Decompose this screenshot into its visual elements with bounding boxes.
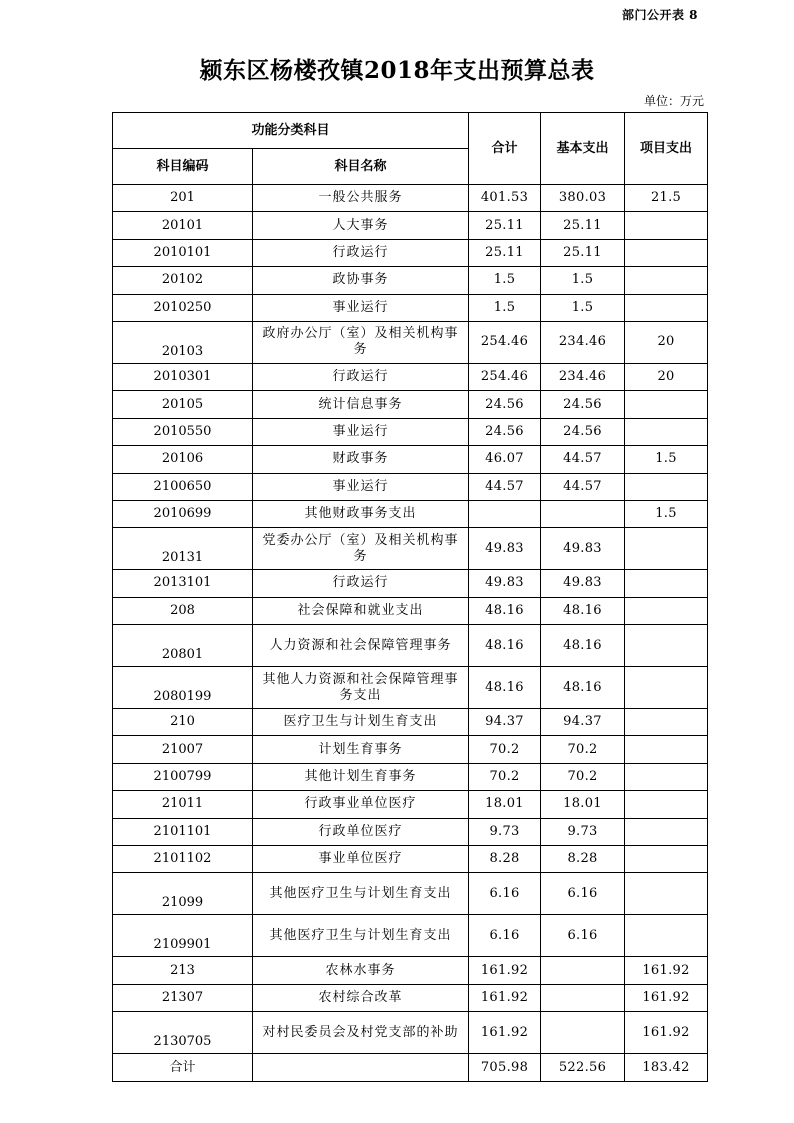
name-cell: 人力资源和社会保障管理事务 — [253, 625, 469, 667]
table-row — [113, 267, 708, 294]
project-cell: 161.92 — [625, 984, 708, 1011]
table-row — [113, 570, 708, 597]
total-cell: 705.98 — [469, 1054, 541, 1082]
name-cell: 行政运行 — [253, 363, 469, 390]
header-code: 科目编码 — [113, 149, 253, 185]
basic-cell: 48.16 — [541, 597, 625, 624]
name-cell: 农林水事务 — [253, 957, 469, 984]
project-cell — [625, 294, 708, 321]
basic-cell — [541, 500, 625, 527]
basic-cell: 6.16 — [541, 915, 625, 957]
project-cell: 20 — [625, 363, 708, 390]
table-row — [113, 239, 708, 266]
name-cell — [253, 1054, 469, 1082]
project-cell — [625, 267, 708, 294]
basic-cell: 380.03 — [541, 185, 625, 212]
code-cell: 2101101 — [113, 818, 253, 845]
total-cell: 44.57 — [469, 473, 541, 500]
code-cell: 2080199 — [113, 667, 253, 709]
name-cell: 行政单位医疗 — [253, 818, 469, 845]
total-cell: 6.16 — [469, 915, 541, 957]
code-cell: 2010550 — [113, 418, 253, 445]
basic-cell: 70.2 — [541, 736, 625, 763]
name-cell: 党委办公厅（室）及相关机构事务 — [253, 528, 469, 570]
total-cell: 94.37 — [469, 709, 541, 736]
code-cell: 2010699 — [113, 500, 253, 527]
basic-cell: 234.46 — [541, 363, 625, 390]
code-cell: 2010101 — [113, 239, 253, 266]
code-cell: 20131 — [113, 528, 253, 570]
basic-cell: 70.2 — [541, 763, 625, 790]
project-cell — [625, 915, 708, 957]
project-cell: 183.42 — [625, 1054, 708, 1082]
table-row — [113, 873, 708, 915]
table-row — [113, 528, 708, 570]
project-cell — [625, 736, 708, 763]
page-title: 颍东区杨楼孜镇2018年支出预算总表 — [199, 57, 595, 84]
table-row — [113, 791, 708, 818]
name-cell: 政协事务 — [253, 267, 469, 294]
name-cell: 财政事务 — [253, 446, 469, 473]
total-cell: 161.92 — [469, 1012, 541, 1054]
total-cell: 254.46 — [469, 363, 541, 390]
table-row — [113, 363, 708, 390]
name-cell: 人大事务 — [253, 212, 469, 239]
total-cell: 48.16 — [469, 625, 541, 667]
table-row — [113, 391, 708, 418]
name-cell: 其他计划生育事务 — [253, 763, 469, 790]
total-cell: 401.53 — [469, 185, 541, 212]
header-total: 合计 — [469, 113, 541, 185]
code-cell: 20105 — [113, 391, 253, 418]
header-basic: 基本支出 — [541, 113, 625, 185]
code-cell: 210 — [113, 709, 253, 736]
project-cell — [625, 846, 708, 873]
code-cell: 2010250 — [113, 294, 253, 321]
table-row — [113, 597, 708, 624]
code-cell: 2101102 — [113, 846, 253, 873]
basic-cell: 44.57 — [541, 446, 625, 473]
total-cell: 48.16 — [469, 597, 541, 624]
code-cell: 20102 — [113, 267, 253, 294]
basic-cell: 9.73 — [541, 818, 625, 845]
table-row — [113, 212, 708, 239]
code-cell: 2109901 — [113, 915, 253, 957]
basic-cell: 94.37 — [541, 709, 625, 736]
project-cell: 161.92 — [625, 1012, 708, 1054]
code-cell: 208 — [113, 597, 253, 624]
total-cell: 254.46 — [469, 321, 541, 363]
basic-cell: 1.5 — [541, 267, 625, 294]
total-cell: 49.83 — [469, 528, 541, 570]
table-row — [113, 185, 708, 212]
basic-cell: 49.83 — [541, 528, 625, 570]
table-row — [113, 915, 708, 957]
code-cell: 21099 — [113, 873, 253, 915]
code-cell: 20106 — [113, 446, 253, 473]
basic-cell: 6.16 — [541, 873, 625, 915]
basic-cell: 24.56 — [541, 391, 625, 418]
total-cell: 49.83 — [469, 570, 541, 597]
code-cell: 2013101 — [113, 570, 253, 597]
table-body — [113, 185, 708, 1082]
total-cell: 1.5 — [469, 294, 541, 321]
project-cell — [625, 818, 708, 845]
name-cell: 社会保障和就业支出 — [253, 597, 469, 624]
name-cell: 行政运行 — [253, 570, 469, 597]
project-cell — [625, 667, 708, 709]
basic-cell: 8.28 — [541, 846, 625, 873]
code-cell: 21307 — [113, 984, 253, 1011]
project-cell — [625, 597, 708, 624]
code-cell: 201 — [113, 185, 253, 212]
table-row — [113, 818, 708, 845]
table-row — [113, 846, 708, 873]
code-cell: 2100650 — [113, 473, 253, 500]
table-row — [113, 667, 708, 709]
project-cell — [625, 212, 708, 239]
total-cell: 48.16 — [469, 667, 541, 709]
table-row — [113, 957, 708, 984]
code-cell: 20801 — [113, 625, 253, 667]
total-cell: 8.28 — [469, 846, 541, 873]
total-cell: 18.01 — [469, 791, 541, 818]
code-cell: 213 — [113, 957, 253, 984]
total-cell: 70.2 — [469, 763, 541, 790]
unit-label: 单位：万元 — [643, 94, 704, 108]
total-cell: 70.2 — [469, 736, 541, 763]
basic-cell: 25.11 — [541, 212, 625, 239]
project-cell: 21.5 — [625, 185, 708, 212]
name-cell: 统计信息事务 — [253, 391, 469, 418]
project-cell: 20 — [625, 321, 708, 363]
project-cell: 161.92 — [625, 957, 708, 984]
table-row — [113, 709, 708, 736]
table-row — [113, 294, 708, 321]
basic-cell: 1.5 — [541, 294, 625, 321]
table-row — [113, 446, 708, 473]
table-row — [113, 1054, 708, 1082]
code-cell: 2130705 — [113, 1012, 253, 1054]
name-cell: 医疗卫生与计划生育支出 — [253, 709, 469, 736]
project-cell — [625, 391, 708, 418]
code-cell: 21011 — [113, 791, 253, 818]
table-row — [113, 500, 708, 527]
name-cell: 行政运行 — [253, 239, 469, 266]
table-row — [113, 321, 708, 363]
project-cell — [625, 873, 708, 915]
project-cell: 1.5 — [625, 500, 708, 527]
project-cell: 1.5 — [625, 446, 708, 473]
name-cell: 其他财政事务支出 — [253, 500, 469, 527]
basic-cell: 234.46 — [541, 321, 625, 363]
total-cell: 6.16 — [469, 873, 541, 915]
basic-cell: 49.83 — [541, 570, 625, 597]
name-cell: 事业运行 — [253, 473, 469, 500]
table-row — [113, 736, 708, 763]
basic-cell: 44.57 — [541, 473, 625, 500]
name-cell: 农村综合改革 — [253, 984, 469, 1011]
project-cell — [625, 418, 708, 445]
basic-cell: 48.16 — [541, 625, 625, 667]
table-row — [113, 763, 708, 790]
total-cell: 161.92 — [469, 984, 541, 1011]
name-cell: 事业运行 — [253, 294, 469, 321]
basic-cell: 18.01 — [541, 791, 625, 818]
total-cell: 46.07 — [469, 446, 541, 473]
project-cell — [625, 239, 708, 266]
total-cell — [469, 500, 541, 527]
name-cell: 行政事业单位医疗 — [253, 791, 469, 818]
name-cell: 政府办公厅（室）及相关机构事务 — [253, 321, 469, 363]
code-cell: 2100799 — [113, 763, 253, 790]
page-tag: 部门公开表 8 — [621, 8, 698, 22]
name-cell: 计划生育事务 — [253, 736, 469, 763]
project-cell — [625, 473, 708, 500]
name-cell: 事业运行 — [253, 418, 469, 445]
total-cell: 24.56 — [469, 391, 541, 418]
total-cell: 161.92 — [469, 957, 541, 984]
table-row — [113, 625, 708, 667]
basic-cell: 48.16 — [541, 667, 625, 709]
basic-cell: 522.56 — [541, 1054, 625, 1082]
total-cell: 24.56 — [469, 418, 541, 445]
basic-cell — [541, 1012, 625, 1054]
table-row — [113, 418, 708, 445]
code-cell: 20101 — [113, 212, 253, 239]
code-cell: 2010301 — [113, 363, 253, 390]
name-cell: 其他人力资源和社会保障管理事务支出 — [253, 667, 469, 709]
total-cell: 25.11 — [469, 239, 541, 266]
code-cell: 合计 — [113, 1054, 253, 1082]
name-cell: 对村民委员会及村党支部的补助 — [253, 1012, 469, 1054]
project-cell — [625, 625, 708, 667]
table-row — [113, 984, 708, 1011]
total-cell: 25.11 — [469, 212, 541, 239]
header-function-group: 功能分类科目 — [113, 113, 469, 149]
table-row — [113, 473, 708, 500]
basic-cell — [541, 957, 625, 984]
name-cell: 事业单位医疗 — [253, 846, 469, 873]
name-cell: 其他医疗卫生与计划生育支出 — [253, 915, 469, 957]
code-cell: 21007 — [113, 736, 253, 763]
basic-cell: 24.56 — [541, 418, 625, 445]
header-name: 科目名称 — [253, 149, 469, 185]
header-project: 项目支出 — [625, 113, 708, 185]
project-cell — [625, 709, 708, 736]
basic-cell: 25.11 — [541, 239, 625, 266]
project-cell — [625, 570, 708, 597]
code-cell: 20103 — [113, 321, 253, 363]
total-cell: 9.73 — [469, 818, 541, 845]
table-row — [113, 1012, 708, 1054]
project-cell — [625, 763, 708, 790]
total-cell: 1.5 — [469, 267, 541, 294]
name-cell: 其他医疗卫生与计划生育支出 — [253, 873, 469, 915]
basic-cell — [541, 984, 625, 1011]
project-cell — [625, 528, 708, 570]
project-cell — [625, 791, 708, 818]
budget-table — [112, 112, 708, 1082]
name-cell: 一般公共服务 — [253, 185, 469, 212]
